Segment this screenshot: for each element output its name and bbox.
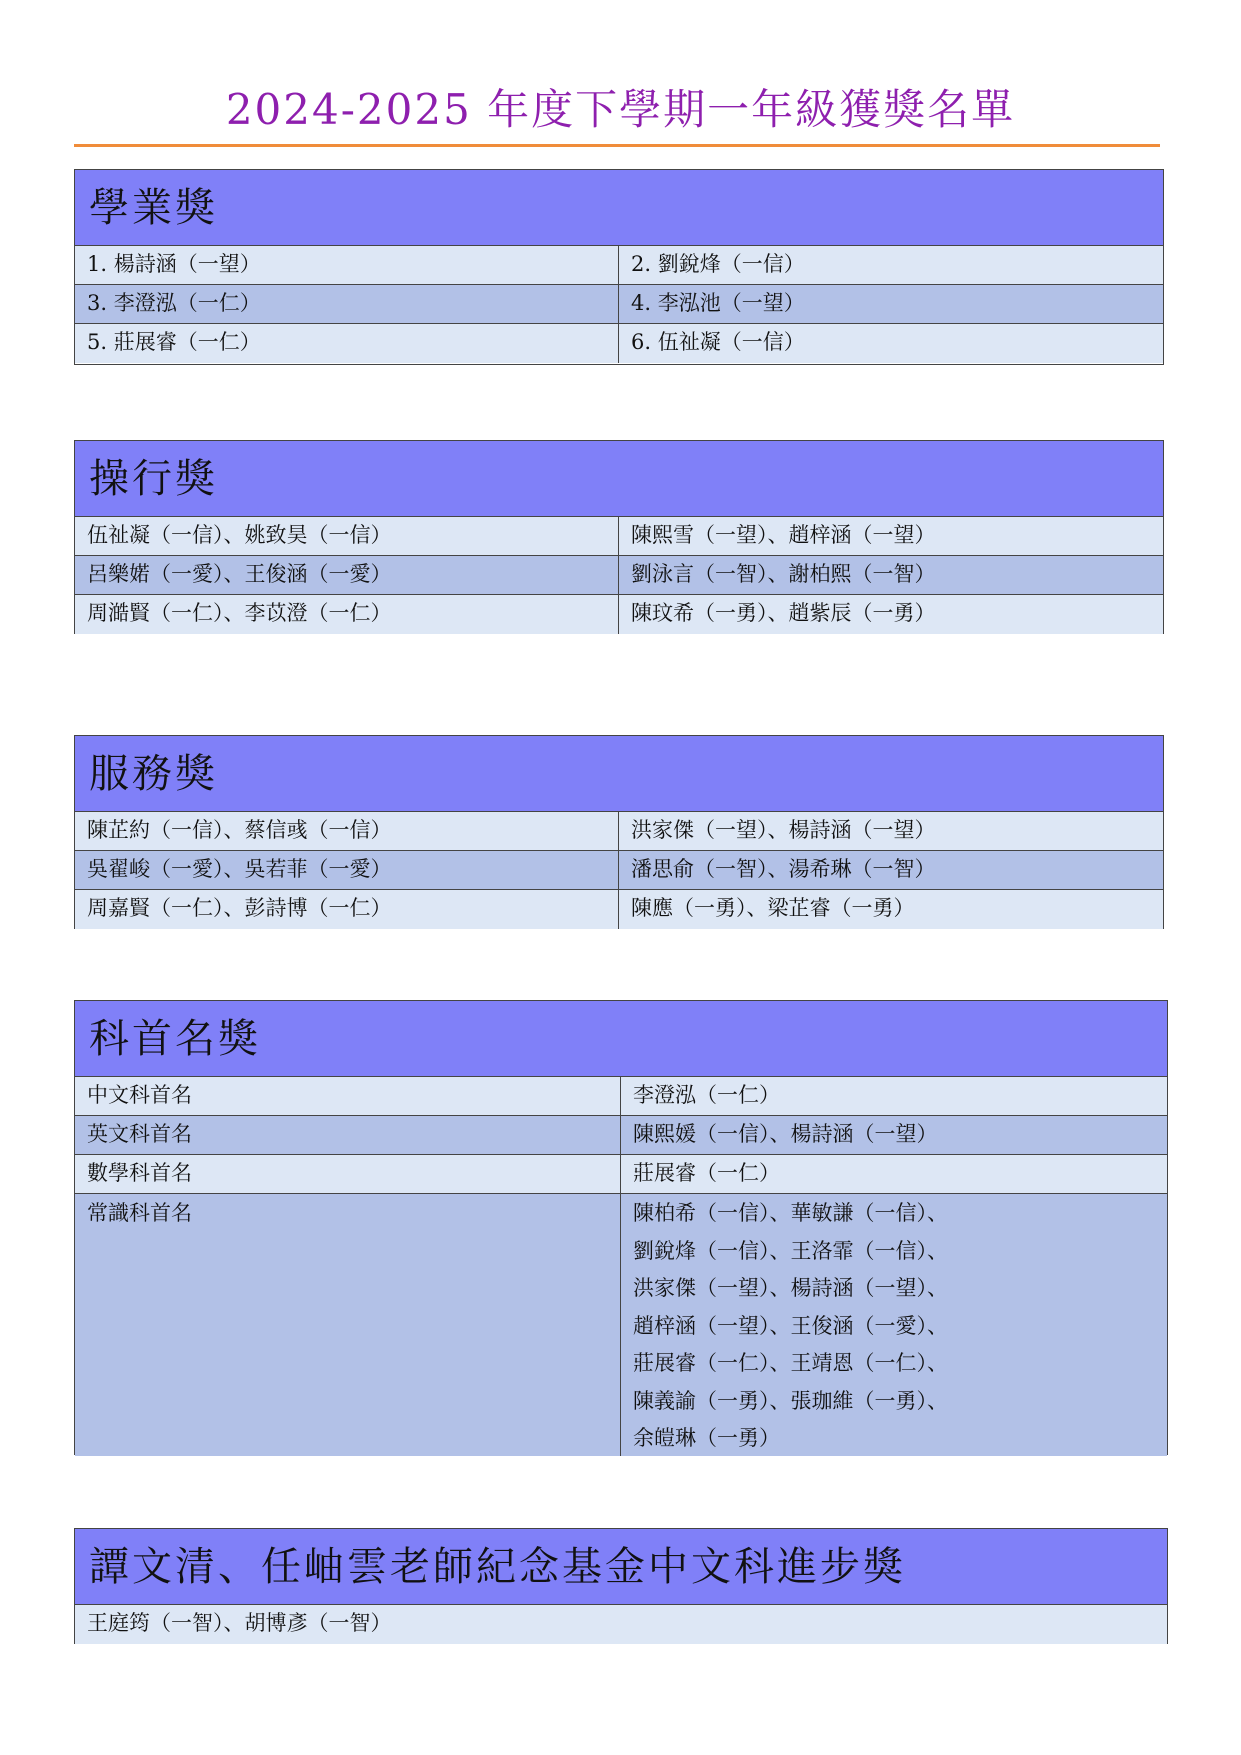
table-cell: 周嘉賢（一仁）、彭詩博（一仁） (75, 890, 619, 929)
title-divider (74, 144, 1160, 147)
table-row (75, 1194, 1167, 1456)
subject-winners (621, 1194, 1167, 1456)
academic-award-heading: 學業獎 (75, 170, 1163, 246)
winner-line: 劉銳烽（一信）、王洛霏（一信）、 (633, 1238, 948, 1263)
table-row (75, 517, 1163, 556)
table-cell: 6. 伍祉凝（一信） (631, 330, 805, 354)
subject-winners: 陳熙媛（一信）、楊詩涵（一望） (633, 1122, 938, 1146)
table-cell: 陳芷約（一信）、蔡信彧（一信） (75, 812, 619, 850)
winner-line: 趙梓涵（一望）、王俊涵（一愛）、 (633, 1313, 948, 1338)
table-row (75, 890, 1163, 929)
winner-line: 陳義諭（一勇）、張珈維（一勇）、 (633, 1388, 948, 1413)
table-row (75, 246, 1163, 285)
table-row (75, 851, 1163, 890)
table-cell: 1. 楊詩涵（一望） (75, 246, 619, 284)
service-award-table (74, 735, 1164, 929)
service-award-heading: 服務獎 (75, 736, 1163, 812)
table-cell: 吳翟峻（一愛）、吳若菲（一愛） (75, 851, 619, 889)
table-cell: 劉泳言（一智）、謝柏熙（一智） (631, 562, 936, 586)
table-cell: 陳玟希（一勇）、趙紫辰（一勇） (631, 601, 936, 625)
page-title: 2024-2025 年度下學期一年級獲獎名單 (225, 85, 1016, 134)
table-cell: 4. 李泓池（一望） (631, 291, 805, 315)
table-row (75, 1605, 1167, 1644)
progress-award-heading: 譚文清、任岫雲老師紀念基金中文科進步獎 (75, 1529, 1167, 1605)
subject-label: 數學科首名 (75, 1155, 621, 1193)
table-row (75, 556, 1163, 595)
table-cell: 3. 李澄泓（一仁） (75, 285, 619, 323)
subject-winners: 莊展睿（一仁） (633, 1161, 780, 1185)
conduct-award-table (74, 440, 1164, 634)
subject-winners: 李澄泓（一仁） (633, 1083, 780, 1107)
table-cell: 5. 莊展睿（一仁） (75, 324, 619, 363)
table-row (75, 324, 1163, 363)
table-cell: 2. 劉銳烽（一信） (631, 252, 805, 276)
table-cell: 呂樂婼（一愛）、王俊涵（一愛） (75, 556, 619, 594)
winner-line: 余皚琳（一勇） (633, 1426, 780, 1450)
table-row (75, 1116, 1167, 1155)
subject-label: 常識科首名 (75, 1194, 621, 1456)
table-row (75, 595, 1163, 634)
table-row (75, 1155, 1167, 1194)
top-subject-award-heading: 科首名獎 (75, 1001, 1167, 1077)
table-cell: 潘思俞（一智）、湯希琳（一智） (631, 857, 936, 881)
table-cell: 陳應（一勇）、梁芷睿（一勇） (631, 896, 915, 920)
table-cell: 王庭筠（一智）、胡博彥（一智） (87, 1611, 392, 1635)
subject-label: 英文科首名 (75, 1116, 621, 1154)
table-row (75, 1077, 1167, 1116)
table-cell: 洪家傑（一望）、楊詩涵（一望） (631, 818, 936, 842)
winner-line: 陳柏希（一信）、華敏謙（一信）、 (633, 1201, 948, 1225)
table-cell: 陳熙雪（一望）、趙梓涵（一望） (631, 523, 936, 547)
table-row (75, 285, 1163, 324)
winner-line: 洪家傑（一望）、楊詩涵（一望）、 (633, 1276, 948, 1300)
table-row (75, 812, 1163, 851)
table-cell: 伍祉凝（一信）、姚致昊（一信） (75, 517, 619, 555)
winner-line: 莊展睿（一仁）、王靖恩（一仁）、 (633, 1351, 948, 1375)
conduct-award-heading: 操行獎 (75, 441, 1163, 517)
table-cell: 周澔賢（一仁）、李苡澄（一仁） (75, 595, 619, 634)
top-subject-award-table (74, 1000, 1168, 1455)
academic-award-table (74, 169, 1164, 365)
progress-award-table (74, 1528, 1168, 1644)
subject-label: 中文科首名 (75, 1077, 621, 1115)
